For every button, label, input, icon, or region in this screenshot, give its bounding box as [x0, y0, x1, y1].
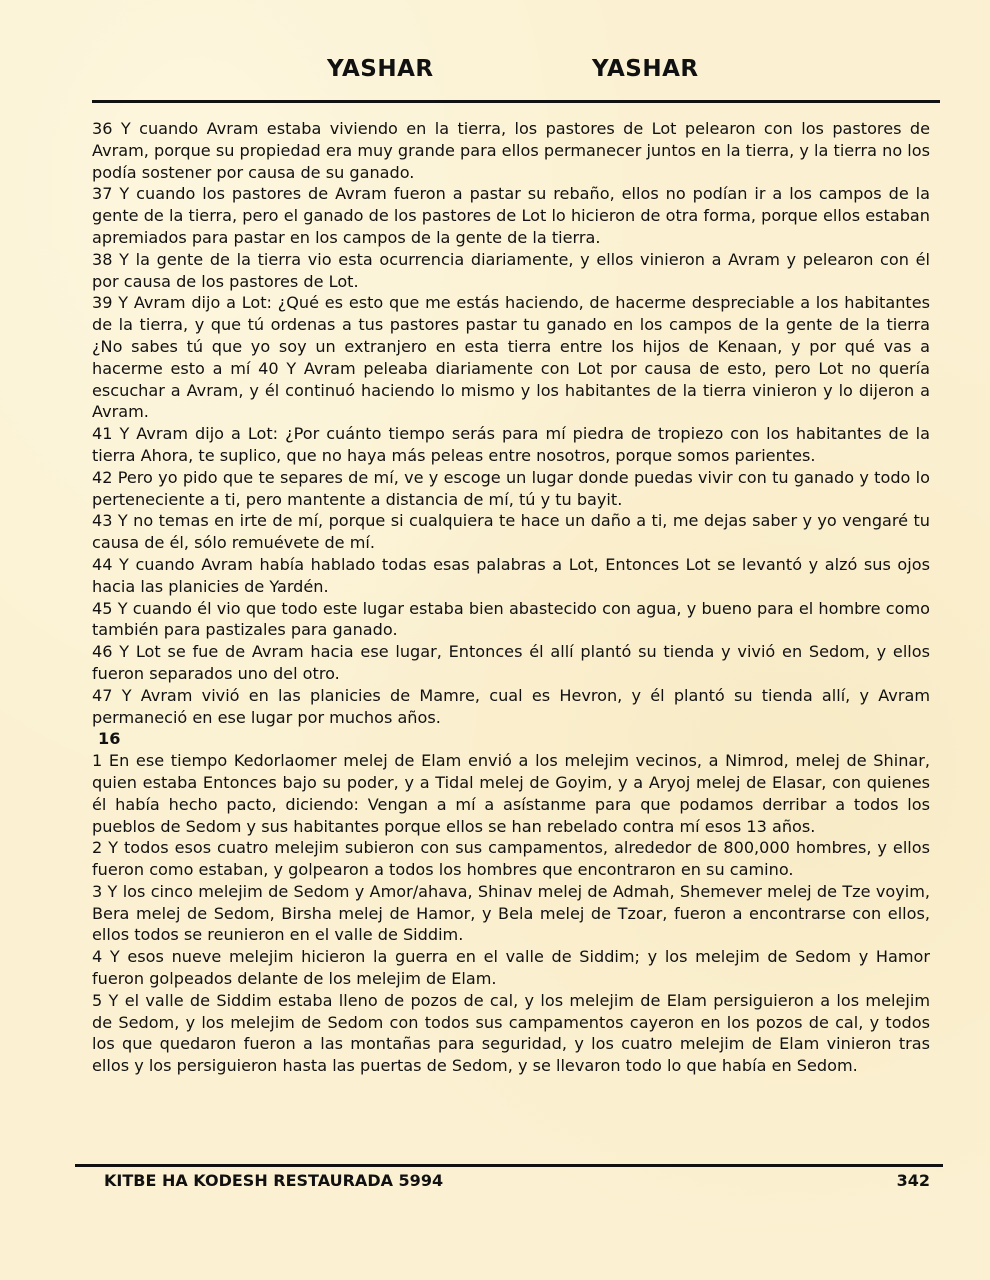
chapter-heading: 16	[98, 729, 121, 749]
running-title-right: YASHAR	[592, 56, 699, 82]
chapter-verse-1: 1 En ese tiempo Kedorlaomer melej de Elam envió a los melejim vecinos, a Nimrod, melej de Shinar, quien estaba Entonces bajo su poder, y a Tidal melej de Goyim, y a Aryoj melej de Elasar, con quienes él había hecho pacto, diciendo: Vengan a mí a asístanme para que podamos derribar a todos los pueblos de Sedom y sus habitantes porque ellos se han rebelado contra mí esos 13 años.	[92, 751, 930, 836]
page-footer	[0, 1171, 990, 1195]
verse-38: 38 Y la gente de la tierra vio esta ocurrencia diariamente, y ellos vinieron a Avram y pelearon con él por causa de los pastores de Lot.	[92, 249, 930, 291]
chapter-verse-3: 3 Y los cinco melejim de Sedom y Amor/ahava, Shinav melej de Admah, Shemever melej de Tze voyim, Bera melej de Sedom, Birsha melej de Hamor, y Bela melej de Tzoar, fueron a encontrarse con ellos, ellos todos se reunieron en el valle de Siddim.	[92, 881, 930, 945]
footer-rule	[75, 1164, 943, 1167]
running-title-left: YASHAR	[327, 56, 434, 82]
verse-39: 39 Y Avram dijo a Lot: ¿Qué es esto que me estás haciendo, de hacerme despreciable a los habitantes de la tierra, y que tú ordenas a tus pastores pastar tu ganado en los campos de la gente de la tierra ¿No sabes tú que yo soy un extranjero en esta tierra entre los hijos de Kenaan, y por qué vas a hacerme esto a mí 40 Y Avram peleaba diariamente con Lot por causa de esto, pero Lot no quería escuchar a Avram, y él continuó haciendo lo mismo y los habitantes de la tierra vinieron y lo dijeron a Avram.	[92, 293, 930, 422]
verse-46: 46 Y Lot se fue de Avram hacia ese lugar, Entonces él allí plantó su tienda y vivió en Sedom, y ellos fueron separados uno del otro.	[92, 642, 930, 683]
page-number: 342	[896, 1171, 930, 1190]
verse-42: 42 Pero yo pido que te separes de mí, ve y escoge un lugar donde puedas vivir con tu ganado y todo lo perteneciente a ti, pero mantente a distancia de mí, tú y tu bayit.	[92, 467, 930, 509]
body-text	[92, 118, 930, 1077]
verse-43: 43 Y no temas en irte de mí, porque si cualquiera te hace un daño a ti, me dejas saber y yo vengaré tu causa de él, sólo remuévete de mí.	[92, 511, 930, 553]
verse-41: 41 Y Avram dijo a Lot: ¿Por cuánto tiempo serás para mí piedra de tropiezo con los habitantes de la tierra Ahora, te suplico, que no haya más peleas entre nosotros, porque somos parientes.	[92, 424, 930, 465]
header-rule	[92, 100, 940, 103]
chapter-verse-4: 4 Y esos nueve melejim hicieron la guerra en el valle de Siddim; y los melejim de Sedom y Hamor fueron golpeados delante de los melejim de Elam.	[92, 947, 930, 989]
verse-47: 47 Y Avram vivió en las planicies de Mamre, cual es Hevron, y él plantó su tienda allí, y Avram permaneció en ese lugar por muchos años.	[92, 685, 930, 727]
book-title: KITBE HA KODESH RESTAURADA 5994	[104, 1171, 444, 1190]
verse-44: 44 Y cuando Avram había hablado todas esas palabras a Lot, Entonces Lot se levantó y alzó sus ojos hacia las planicies de Yardén.	[92, 554, 930, 596]
page-header	[0, 56, 990, 92]
verse-37: 37 Y cuando los pastores de Avram fueron a pastar su rebaño, ellos no podían ir a los campos de la gente de la tierra, pero el ganado de los pastores de Lot lo hicieron de otra forma, porque ellos estaban apremiados para pastar en los campos de la gente de la tierra.	[92, 184, 930, 247]
verse-45: 45 Y cuando él vio que todo este lugar estaba bien abastecido con agua, y bueno para el hombre como también para pastizales para ganado.	[92, 598, 930, 640]
chapter-verse-2: 2 Y todos esos cuatro melejim subieron con sus campamentos, alrededor de 800,000 hombres, y ellos fueron como estaban, y golpearon a todos los hombres que encontraron en su camino.	[92, 838, 930, 880]
verse-36: 36 Y cuando Avram estaba viviendo en la tierra, los pastores de Lot pelearon con los pastores de Avram, porque su propiedad era muy grande para ellos permanecer juntos en la tierra, y la tierra no los podía sostener por causa de su ganado.	[92, 119, 930, 182]
chapter-verse-5: 5 Y el valle de Siddim estaba lleno de pozos de cal, y los melejim de Elam persiguieron a los melejim de Sedom, y los melejim de Sedom con todos sus campamentos cayeron en los pozos de cal, y todos los que quedaron fueron a las montañas para seguridad, y los cuatro melejim de Elam vinieron tras ellos y los persiguieron hasta las puertas de Sedom, y se llevaron todo lo que había en Sedom.	[92, 990, 930, 1076]
